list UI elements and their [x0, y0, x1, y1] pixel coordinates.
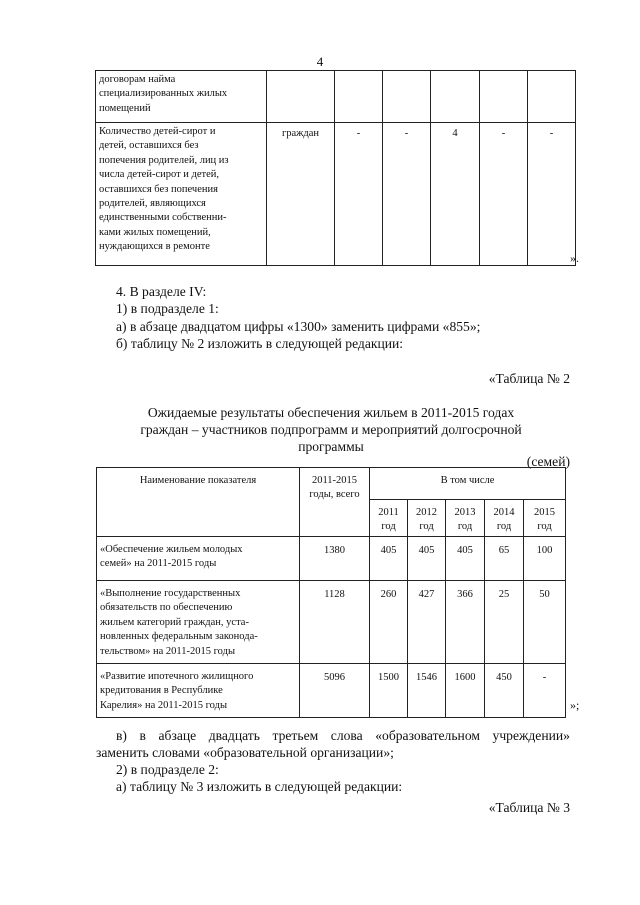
table-title-line: граждан – участников подпрограмм и мероприятий долгосрочной: [140, 422, 522, 437]
total-cell: 5096: [300, 664, 370, 718]
table-title-line: Ожидаемые результаты обеспечения жильем в 2011-2015 годах: [147, 405, 515, 420]
header-year: 2014 год: [485, 500, 524, 537]
value-cell: [431, 71, 480, 123]
value-cell: 1546: [408, 664, 446, 718]
value-cell: -: [524, 664, 566, 718]
quote-close: »;: [570, 698, 580, 712]
table-row: [97, 581, 566, 664]
value-cell: 260: [370, 581, 408, 664]
table-header-row: [97, 468, 566, 500]
table-title-line: программы: [298, 439, 364, 454]
header-year: 2013 год: [446, 500, 485, 537]
value-cell: 1500: [370, 664, 408, 718]
table-continuation: [95, 70, 576, 266]
indicator-name-cell: договорам найма специализированных жилых помещений: [96, 71, 267, 123]
value-cell: 50: [524, 581, 566, 664]
header-year: 2015 год: [524, 500, 566, 537]
table-row: [97, 664, 566, 718]
paragraph: 2) в подразделе 2:: [116, 762, 219, 777]
total-cell: 1128: [300, 581, 370, 664]
table-row: [97, 537, 566, 581]
header-year: 2011 год: [370, 500, 408, 537]
value-cell: [480, 71, 528, 123]
paragraph: 4. В разделе IV:: [116, 284, 207, 299]
quote-close: ».: [570, 251, 579, 265]
indicator-name-cell: «Развитие ипотечного жилищного кредитования в Республике Карелия» на 2011-2015 годы: [97, 664, 300, 718]
value-cell: [383, 71, 431, 123]
value-cell: 405: [408, 537, 446, 581]
table-row: [96, 123, 576, 266]
unit-note: (семей): [526, 454, 570, 469]
page-number: 4: [316, 54, 324, 69]
paragraph: а) в абзаце двадцатом цифры «1300» заменить цифрами «855»;: [116, 319, 481, 334]
value-cell: 4: [431, 123, 480, 266]
unit-cell: [267, 71, 335, 123]
header-total: 2011-2015 годы, всего: [300, 468, 370, 537]
value-cell: 65: [485, 537, 524, 581]
header-indicator: Наименование показателя: [97, 468, 300, 537]
value-cell: 405: [370, 537, 408, 581]
table-label: «Таблица № 2: [488, 371, 570, 386]
value-cell: 405: [446, 537, 485, 581]
paragraph: 1) в подразделе 1:: [116, 301, 219, 316]
value-cell: -: [383, 123, 431, 266]
paragraph-justified: в) в абзаце двадцать третьем слова «образовательном учреждении»: [116, 728, 570, 743]
value-cell: 366: [446, 581, 485, 664]
total-cell: 1380: [300, 537, 370, 581]
value-cell: 25: [485, 581, 524, 664]
value-cell: [335, 71, 383, 123]
value-cell: [528, 71, 576, 123]
header-year: 2012 год: [408, 500, 446, 537]
unit-cell: граждан: [267, 123, 335, 266]
value-cell: 450: [485, 664, 524, 718]
value-cell: -: [528, 123, 576, 266]
value-cell: 427: [408, 581, 446, 664]
table-row: [96, 71, 576, 123]
header-group: В том числе: [370, 468, 566, 500]
indicator-name-cell: «Выполнение государственных обязательств по обеспечению жильем категорий граждан, уста- новленных федеральным законода- тельством» на 2011-2015 годы: [97, 581, 300, 664]
value-cell: 1600: [446, 664, 485, 718]
value-cell: 100: [524, 537, 566, 581]
indicator-name-cell: Количество детей-сирот и детей, оставшихся без попечения родителей, лиц из числа детей-сирот и детей, оставшихся без попечения родителей, являющихся единственными собственни- ками жилых помещений, нуждающихся в ремонте: [96, 123, 267, 266]
paragraph: заменить словами «образовательной организации»;: [96, 745, 394, 760]
results-table: [96, 467, 566, 718]
indicator-name-cell: «Обеспечение жильем молодых семей» на 2011-2015 годы: [97, 537, 300, 581]
paragraph: б) таблицу № 2 изложить в следующей редакции:: [116, 336, 404, 351]
paragraph: а) таблицу № 3 изложить в следующей редакции:: [116, 779, 403, 794]
value-cell: -: [480, 123, 528, 266]
value-cell: -: [335, 123, 383, 266]
table-label: «Таблица № 3: [488, 800, 570, 815]
